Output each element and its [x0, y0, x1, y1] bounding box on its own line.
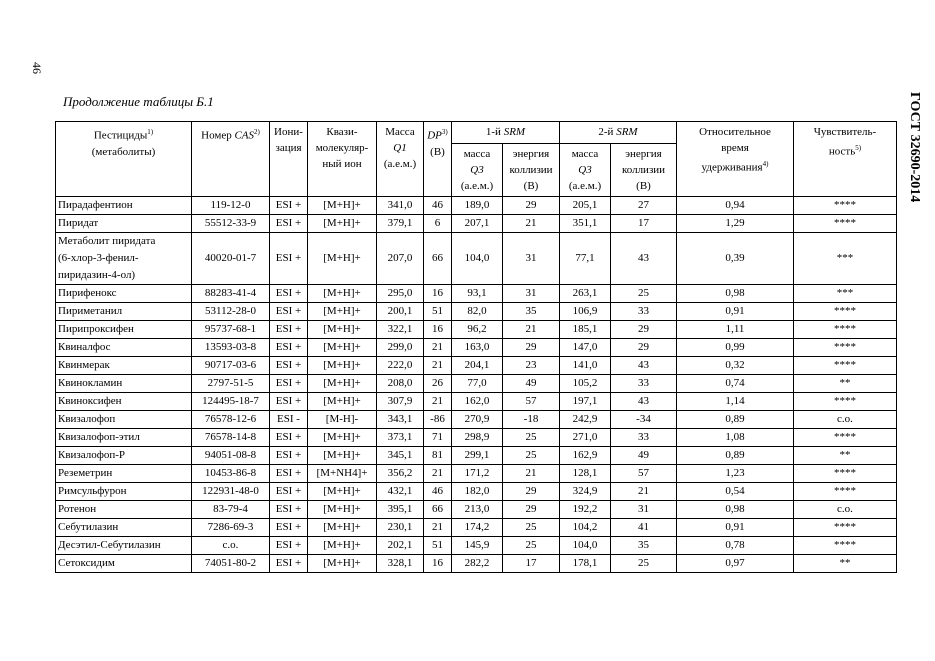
- cell-ceb: 49: [611, 447, 677, 465]
- cell-cas: 53112-28-0: [192, 303, 270, 321]
- cell-sens: ****: [794, 393, 897, 411]
- table-header: [56, 122, 897, 197]
- cell-cea: 25: [503, 519, 560, 537]
- cell-name: Реземетрин: [56, 465, 192, 483]
- cell-cea: 35: [503, 303, 560, 321]
- table-row: [56, 375, 897, 393]
- cell-rt: 1,11: [677, 321, 794, 339]
- cell-sens: ****: [794, 197, 897, 215]
- col-mass-q1: Масса Q1 (а.е.м.): [377, 122, 424, 197]
- cell-name: Себутилазин: [56, 519, 192, 537]
- cell-q1: 307,9: [377, 393, 424, 411]
- cell-cea: 23: [503, 357, 560, 375]
- cell-adduct: [M+H]+: [308, 429, 377, 447]
- table-caption: Продолжение таблицы Б.1: [63, 94, 214, 109]
- cell-q3b: 324,9: [560, 483, 611, 501]
- cell-cas: 95737-68-1: [192, 321, 270, 339]
- cell-cea: 25: [503, 447, 560, 465]
- cell-adduct: [M+H]+: [308, 285, 377, 303]
- table-row: [56, 393, 897, 411]
- cell-cas: с.о.: [192, 537, 270, 555]
- cell-ion: ESI +: [270, 393, 308, 411]
- cell-cas: 88283-41-4: [192, 285, 270, 303]
- cell-adduct: [M+H]+: [308, 519, 377, 537]
- cell-cas: 119-12-0: [192, 197, 270, 215]
- table-row: [56, 501, 897, 519]
- cell-q3a: 171,2: [452, 465, 503, 483]
- cell-ceb: 33: [611, 303, 677, 321]
- cell-q1: 356,2: [377, 465, 424, 483]
- cell-name: Пириметанил: [56, 303, 192, 321]
- col-pesticides: Пестициды$^{1)}$ (метаболиты): [56, 122, 192, 197]
- cell-q1: 379,1: [377, 215, 424, 233]
- col-dp: DP$^{3)}$ (В): [424, 122, 452, 197]
- col-srm2-energy: энергия коллизии (В): [611, 144, 677, 197]
- cell-ion: ESI +: [270, 357, 308, 375]
- cell-cas: 94051-08-8: [192, 447, 270, 465]
- cell-dp: 26: [424, 375, 452, 393]
- cell-cea: 49: [503, 375, 560, 393]
- cell-dp: 66: [424, 233, 452, 285]
- cell-ceb: 35: [611, 537, 677, 555]
- cell-sens: ****: [794, 483, 897, 501]
- col-ionization: Иони- зация: [270, 122, 308, 197]
- table-row: [56, 411, 897, 429]
- cell-q1: 295,0: [377, 285, 424, 303]
- table-row: [56, 555, 897, 573]
- cell-cea: 29: [503, 483, 560, 501]
- cell-cas: 122931-48-0: [192, 483, 270, 501]
- cell-cea: 57: [503, 393, 560, 411]
- col-cas: Номер CAS$^{2)}$: [192, 122, 270, 197]
- cell-cea: -18: [503, 411, 560, 429]
- cell-cea: 25: [503, 537, 560, 555]
- cell-cas: 2797-51-5: [192, 375, 270, 393]
- col-quasi-ion: Квази- молекуляр- ный ион: [308, 122, 377, 197]
- cell-ion: ESI +: [270, 501, 308, 519]
- cell-adduct: [M+H]+: [308, 357, 377, 375]
- cell-sens: ****: [794, 357, 897, 375]
- cell-adduct: [M+H]+: [308, 215, 377, 233]
- cell-q1: 230,1: [377, 519, 424, 537]
- cell-name: Квизалофоп-Р: [56, 447, 192, 465]
- cell-ion: ESI +: [270, 429, 308, 447]
- cell-cas: 13593-03-8: [192, 339, 270, 357]
- page-number: 46: [30, 62, 44, 74]
- cell-q3a: 174,2: [452, 519, 503, 537]
- cell-name: Сетоксидим: [56, 555, 192, 573]
- cell-rt: 0,39: [677, 233, 794, 285]
- cell-adduct: [M+H]+: [308, 321, 377, 339]
- cell-q3a: 270,9: [452, 411, 503, 429]
- cell-sens: ****: [794, 519, 897, 537]
- cell-cas: 10453-86-8: [192, 465, 270, 483]
- cell-q3b: 197,1: [560, 393, 611, 411]
- cell-rt: 0,89: [677, 447, 794, 465]
- cell-ion: ESI +: [270, 555, 308, 573]
- cell-ceb: 31: [611, 501, 677, 519]
- table-row: [56, 339, 897, 357]
- cell-name: Квизалофоп-этил: [56, 429, 192, 447]
- cell-q3a: 282,2: [452, 555, 503, 573]
- cell-ion: ESI -: [270, 411, 308, 429]
- cell-q3a: 189,0: [452, 197, 503, 215]
- table-row: [56, 285, 897, 303]
- cell-dp: 21: [424, 357, 452, 375]
- cell-name-line: (6-хлор-3-фенил-: [58, 252, 139, 264]
- cell-q3a: 213,0: [452, 501, 503, 519]
- cell-q3a: 207,1: [452, 215, 503, 233]
- cell-adduct: [M+H]+: [308, 303, 377, 321]
- cell-cea: 21: [503, 321, 560, 339]
- cell-cea: 25: [503, 429, 560, 447]
- cell-ion: ESI +: [270, 537, 308, 555]
- cell-ceb: 27: [611, 197, 677, 215]
- cell-rt: 0,91: [677, 303, 794, 321]
- cell-rt: 1,23: [677, 465, 794, 483]
- pesticide-table: [55, 121, 897, 573]
- cell-cas: 76578-12-6: [192, 411, 270, 429]
- cell-name: Квизалофоп: [56, 411, 192, 429]
- table-row: [56, 519, 897, 537]
- cell-cea: 29: [503, 501, 560, 519]
- cell-q3b: 242,9: [560, 411, 611, 429]
- cell-q3a: 162,0: [452, 393, 503, 411]
- col-srm2: 2-й SRM: [560, 122, 677, 144]
- cell-sens: ****: [794, 429, 897, 447]
- cell-q3b: 105,2: [560, 375, 611, 393]
- cell-ceb: 21: [611, 483, 677, 501]
- cell-ceb: 25: [611, 285, 677, 303]
- cell-name: Квинмерак: [56, 357, 192, 375]
- cell-ion: ESI +: [270, 321, 308, 339]
- cell-q1: 343,1: [377, 411, 424, 429]
- cell-rt: 0,97: [677, 555, 794, 573]
- cell-ceb: 29: [611, 339, 677, 357]
- cell-name: Ротенон: [56, 501, 192, 519]
- table-row: [56, 429, 897, 447]
- cell-q3b: 141,0: [560, 357, 611, 375]
- cell-name: Квиноксифен: [56, 393, 192, 411]
- cell-name: [56, 233, 192, 285]
- cell-q3b: 77,1: [560, 233, 611, 285]
- cell-cas: 124495-18-7: [192, 393, 270, 411]
- cell-q3a: 104,0: [452, 233, 503, 285]
- cell-rt: 0,98: [677, 285, 794, 303]
- col-srm1: 1-й SRM: [452, 122, 560, 144]
- col-srm1-energy: энергия коллизии (В): [503, 144, 560, 197]
- cell-q3a: 204,1: [452, 357, 503, 375]
- cell-cea: 31: [503, 233, 560, 285]
- cell-adduct: [M-H]-: [308, 411, 377, 429]
- table-row: [56, 447, 897, 465]
- cell-q3a: 145,9: [452, 537, 503, 555]
- cell-q3a: 82,0: [452, 303, 503, 321]
- cell-name-line: Метаболит пиридата: [58, 235, 156, 247]
- cell-adduct: [M+H]+: [308, 339, 377, 357]
- cell-q3b: 205,1: [560, 197, 611, 215]
- cell-cea: 29: [503, 339, 560, 357]
- cell-dp: 81: [424, 447, 452, 465]
- cell-adduct: [M+H]+: [308, 393, 377, 411]
- cell-rt: 0,99: [677, 339, 794, 357]
- cell-q3b: 271,0: [560, 429, 611, 447]
- cell-q1: 299,0: [377, 339, 424, 357]
- cell-dp: 16: [424, 321, 452, 339]
- cell-ion: ESI +: [270, 447, 308, 465]
- cell-name-line: пиридазин-4-ол): [58, 269, 136, 281]
- table-row: [56, 537, 897, 555]
- cell-q3a: 182,0: [452, 483, 503, 501]
- table-row: [56, 233, 897, 285]
- cell-name: Пирадафентион: [56, 197, 192, 215]
- cell-q3b: 351,1: [560, 215, 611, 233]
- cell-ceb: 29: [611, 321, 677, 339]
- cell-ceb: 57: [611, 465, 677, 483]
- cell-q3a: 298,9: [452, 429, 503, 447]
- cell-ion: ESI +: [270, 233, 308, 285]
- cell-rt: 1,14: [677, 393, 794, 411]
- cell-cas: 76578-14-8: [192, 429, 270, 447]
- cell-dp: 6: [424, 215, 452, 233]
- cell-ion: ESI +: [270, 303, 308, 321]
- cell-ion: ESI +: [270, 215, 308, 233]
- cell-dp: 51: [424, 537, 452, 555]
- cell-dp: 16: [424, 285, 452, 303]
- cell-cea: 29: [503, 197, 560, 215]
- cell-rt: 0,89: [677, 411, 794, 429]
- cell-ceb: 43: [611, 357, 677, 375]
- cell-sens: **: [794, 447, 897, 465]
- cell-rt: 0,94: [677, 197, 794, 215]
- cell-q3b: 185,1: [560, 321, 611, 339]
- cell-ceb: 17: [611, 215, 677, 233]
- cell-adduct: [M+H]+: [308, 537, 377, 555]
- cell-q1: 200,1: [377, 303, 424, 321]
- cell-sens: ***: [794, 233, 897, 285]
- col-srm2-mass: масса Q3 (а.е.м.): [560, 144, 611, 197]
- col-sensitivity: Чувствитель- ность$^{5)}$: [794, 122, 897, 197]
- cell-q1: 202,1: [377, 537, 424, 555]
- cell-q3a: 299,1: [452, 447, 503, 465]
- cell-name: Пирифенокс: [56, 285, 192, 303]
- cell-adduct: [M+H]+: [308, 197, 377, 215]
- cell-adduct: [M+NH4]+: [308, 465, 377, 483]
- cell-q3b: 192,2: [560, 501, 611, 519]
- cell-adduct: [M+H]+: [308, 555, 377, 573]
- cell-q1: 373,1: [377, 429, 424, 447]
- cell-q3a: 77,0: [452, 375, 503, 393]
- cell-dp: 21: [424, 393, 452, 411]
- cell-rt: 0,91: [677, 519, 794, 537]
- cell-q3b: 106,9: [560, 303, 611, 321]
- table-row: [56, 197, 897, 215]
- cell-cea: 21: [503, 215, 560, 233]
- cell-adduct: [M+H]+: [308, 375, 377, 393]
- cell-dp: 21: [424, 465, 452, 483]
- cell-cas: 55512-33-9: [192, 215, 270, 233]
- cell-adduct: [M+H]+: [308, 447, 377, 465]
- cell-sens: ****: [794, 465, 897, 483]
- cell-q3b: 147,0: [560, 339, 611, 357]
- cell-cas: 40020-01-7: [192, 233, 270, 285]
- cell-ion: ESI +: [270, 285, 308, 303]
- table-row: [56, 303, 897, 321]
- col-srm1-mass: масса Q3 (а.е.м.): [452, 144, 503, 197]
- cell-sens: ****: [794, 303, 897, 321]
- cell-q3b: 178,1: [560, 555, 611, 573]
- cell-dp: 21: [424, 339, 452, 357]
- table-row: [56, 483, 897, 501]
- cell-name: Квиналфос: [56, 339, 192, 357]
- cell-ion: ESI +: [270, 375, 308, 393]
- cell-dp: -86: [424, 411, 452, 429]
- cell-rt: 0,78: [677, 537, 794, 555]
- cell-name: Квинокламин: [56, 375, 192, 393]
- cell-sens: **: [794, 555, 897, 573]
- cell-sens: ***: [794, 285, 897, 303]
- cell-rt: 0,54: [677, 483, 794, 501]
- cell-dp: 71: [424, 429, 452, 447]
- cell-dp: 46: [424, 483, 452, 501]
- cell-name: Пиридат: [56, 215, 192, 233]
- table-row: [56, 357, 897, 375]
- cell-name: Пирипроксифен: [56, 321, 192, 339]
- cell-sens: **: [794, 375, 897, 393]
- cell-rt: 0,32: [677, 357, 794, 375]
- cell-sens: ****: [794, 339, 897, 357]
- cell-q3b: 104,2: [560, 519, 611, 537]
- cell-rt: 1,08: [677, 429, 794, 447]
- cell-ceb: -34: [611, 411, 677, 429]
- cell-ceb: 43: [611, 233, 677, 285]
- cell-q3b: 263,1: [560, 285, 611, 303]
- cell-ion: ESI +: [270, 519, 308, 537]
- cell-dp: 66: [424, 501, 452, 519]
- cell-dp: 16: [424, 555, 452, 573]
- cell-cas: 7286-69-3: [192, 519, 270, 537]
- cell-cas: 90717-03-6: [192, 357, 270, 375]
- cell-rt: 0,98: [677, 501, 794, 519]
- cell-adduct: [M+H]+: [308, 483, 377, 501]
- cell-adduct: [M+H]+: [308, 501, 377, 519]
- cell-ion: ESI +: [270, 483, 308, 501]
- cell-dp: 46: [424, 197, 452, 215]
- cell-q1: 341,0: [377, 197, 424, 215]
- cell-cas: 83-79-4: [192, 501, 270, 519]
- table-row: [56, 321, 897, 339]
- cell-q3b: 128,1: [560, 465, 611, 483]
- cell-rt: 0,74: [677, 375, 794, 393]
- cell-sens: ****: [794, 321, 897, 339]
- cell-q3a: 163,0: [452, 339, 503, 357]
- cell-dp: 51: [424, 303, 452, 321]
- cell-q3b: 104,0: [560, 537, 611, 555]
- cell-rt: 1,29: [677, 215, 794, 233]
- cell-sens: с.о.: [794, 501, 897, 519]
- cell-q3a: 93,1: [452, 285, 503, 303]
- cell-q1: 208,0: [377, 375, 424, 393]
- cell-q1: 328,1: [377, 555, 424, 573]
- cell-cea: 21: [503, 465, 560, 483]
- cell-ceb: 25: [611, 555, 677, 573]
- cell-ceb: 33: [611, 375, 677, 393]
- col-retention: Относительное время удерживания$^{4)}$: [677, 122, 794, 197]
- cell-ceb: 33: [611, 429, 677, 447]
- table-row: [56, 465, 897, 483]
- table-body: [56, 197, 897, 573]
- cell-q1: 222,0: [377, 357, 424, 375]
- cell-name: Римсульфурон: [56, 483, 192, 501]
- cell-sens: с.о.: [794, 411, 897, 429]
- cell-cea: 17: [503, 555, 560, 573]
- cell-sens: ****: [794, 215, 897, 233]
- table-row: [56, 215, 897, 233]
- cell-ion: ESI +: [270, 465, 308, 483]
- cell-cea: 31: [503, 285, 560, 303]
- cell-q3b: 162,9: [560, 447, 611, 465]
- cell-ceb: 43: [611, 393, 677, 411]
- cell-sens: ****: [794, 537, 897, 555]
- cell-q1: 207,0: [377, 233, 424, 285]
- standard-code: ГОСТ 32690-2014: [907, 92, 922, 203]
- cell-dp: 21: [424, 519, 452, 537]
- cell-adduct: [M+H]+: [308, 233, 377, 285]
- cell-ion: ESI +: [270, 197, 308, 215]
- cell-q1: 322,1: [377, 321, 424, 339]
- cell-q1: 432,1: [377, 483, 424, 501]
- cell-q1: 345,1: [377, 447, 424, 465]
- cell-name: Десэтил-Себутилазин: [56, 537, 192, 555]
- cell-ion: ESI +: [270, 339, 308, 357]
- cell-cas: 74051-80-2: [192, 555, 270, 573]
- cell-q3a: 96,2: [452, 321, 503, 339]
- cell-q1: 395,1: [377, 501, 424, 519]
- cell-ceb: 41: [611, 519, 677, 537]
